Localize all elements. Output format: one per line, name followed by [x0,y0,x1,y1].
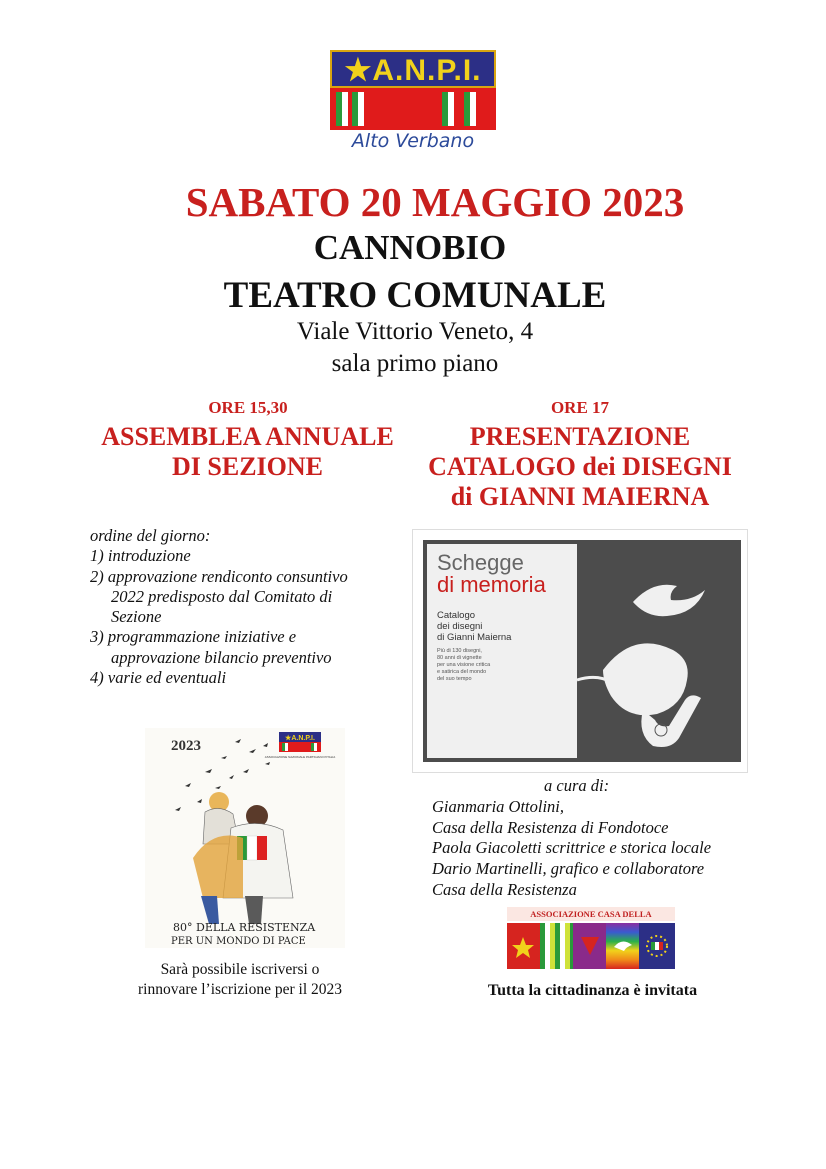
anpi-logo-title: ★A.N.P.I. [330,50,496,88]
book-blurb-line: Più di 130 disegni, [437,648,482,654]
event-venue: TEATRO COMUNALE [223,275,607,316]
membership-note [120,960,360,1000]
agenda-title: ordine del giorno: [90,526,211,545]
book-subtitle [437,610,511,643]
curator-line: Casa della Resistenza di Fondotoce [432,817,669,837]
agenda-item: 4) varie ed eventuali [90,668,227,688]
book-cover [412,529,748,773]
invitation-line: Tutta la cittadinanza è invitata [487,982,698,999]
poster-line-2: PER UN MONDO DI PACE [171,936,306,947]
poster-illustration [145,728,345,948]
agenda-item: Sezione [111,607,162,627]
casa-resistenza-logo [507,907,675,971]
left-heading [85,422,410,482]
book-title-line-1: Schegge [437,550,524,575]
book-title-line-2: di memoria [437,572,546,597]
curated-label: a cura di: [544,776,610,795]
right-heading [410,422,750,512]
anpi-flag-stripes [330,88,496,130]
curator-line: Casa della Resistenza [432,879,577,899]
poster-line-1: 80° DELLA RESISTENZA [173,921,316,934]
membership-note-line-2: rinnovare l’iscrizione per il 2023 [137,981,342,998]
anpi-logo [330,50,496,158]
right-heading-line-1: PRESENTAZIONE [469,422,691,451]
anpi-logo-subtitle: Alto Verbano [351,130,475,152]
book-dove-illustration [573,560,738,760]
right-heading-line-2: CATALOGO dei DISEGNI [428,452,732,481]
book-subtitle-line: Catalogo [437,610,476,621]
casa-resistenza-flags [507,923,675,969]
event-date: SABATO 20 MAGGIO 2023 [185,179,685,225]
left-time: ORE 15,30 [208,398,288,417]
curator-line: Paola Giacoletti scrittrice e storica locale [432,838,712,858]
book-blurb-line: per una visione critica [437,662,491,668]
curator-line: Gianmaria Ottolini, [432,796,565,816]
poster-logo-subtitle: ASSOCIAZIONE NAZIONALE PARTIGIANI D'ITALIA [264,755,336,759]
left-heading-line-1: ASSEMBLEA ANNUALE [101,422,394,451]
event-address: Viale Vittorio Veneto, 4 [296,318,534,345]
agenda [90,526,390,688]
poster-80-resistenza [145,728,345,948]
book-blurb-line: 80 anni di vignette [437,655,482,661]
poster-year: 2023 [171,738,201,754]
book-subtitle-line: dei disegni [437,621,483,632]
book-blurb [437,648,490,683]
agenda-item: 2022 predisposto dal Comitato di [111,586,333,606]
book-title [437,552,546,596]
right-heading-line-3: di GIANNI MAIERNA [450,482,710,511]
poster-logo-text: ★A.N.P.I. [285,735,315,742]
casa-resistenza-logo-text: ASSOCIAZIONE CASA DELLA [507,907,675,921]
agenda-item: 3) programmazione iniziative e [90,627,297,647]
right-time: ORE 17 [550,398,610,417]
left-heading-line-2: DI SEZIONE [172,452,323,481]
book-subtitle-line: di Gianni Maierna [437,632,512,643]
event-room: sala primo piano [331,350,499,377]
curator-line: Dario Martinelli, grafico e collaboratore [432,859,705,879]
membership-note-line-1: Sarà possibile iscriversi o [160,961,320,978]
agenda-item: 2) approvazione rendiconto consuntivo [90,566,348,586]
book-blurb-line: del suo tempo [437,676,472,682]
agenda-item: 1) introduzione [90,546,191,566]
event-city: CANNOBIO [313,228,507,267]
curators [432,776,746,901]
agenda-item: approvazione bilancio preventivo [111,647,332,667]
book-blurb-line: e satirica del mondo [437,669,487,675]
